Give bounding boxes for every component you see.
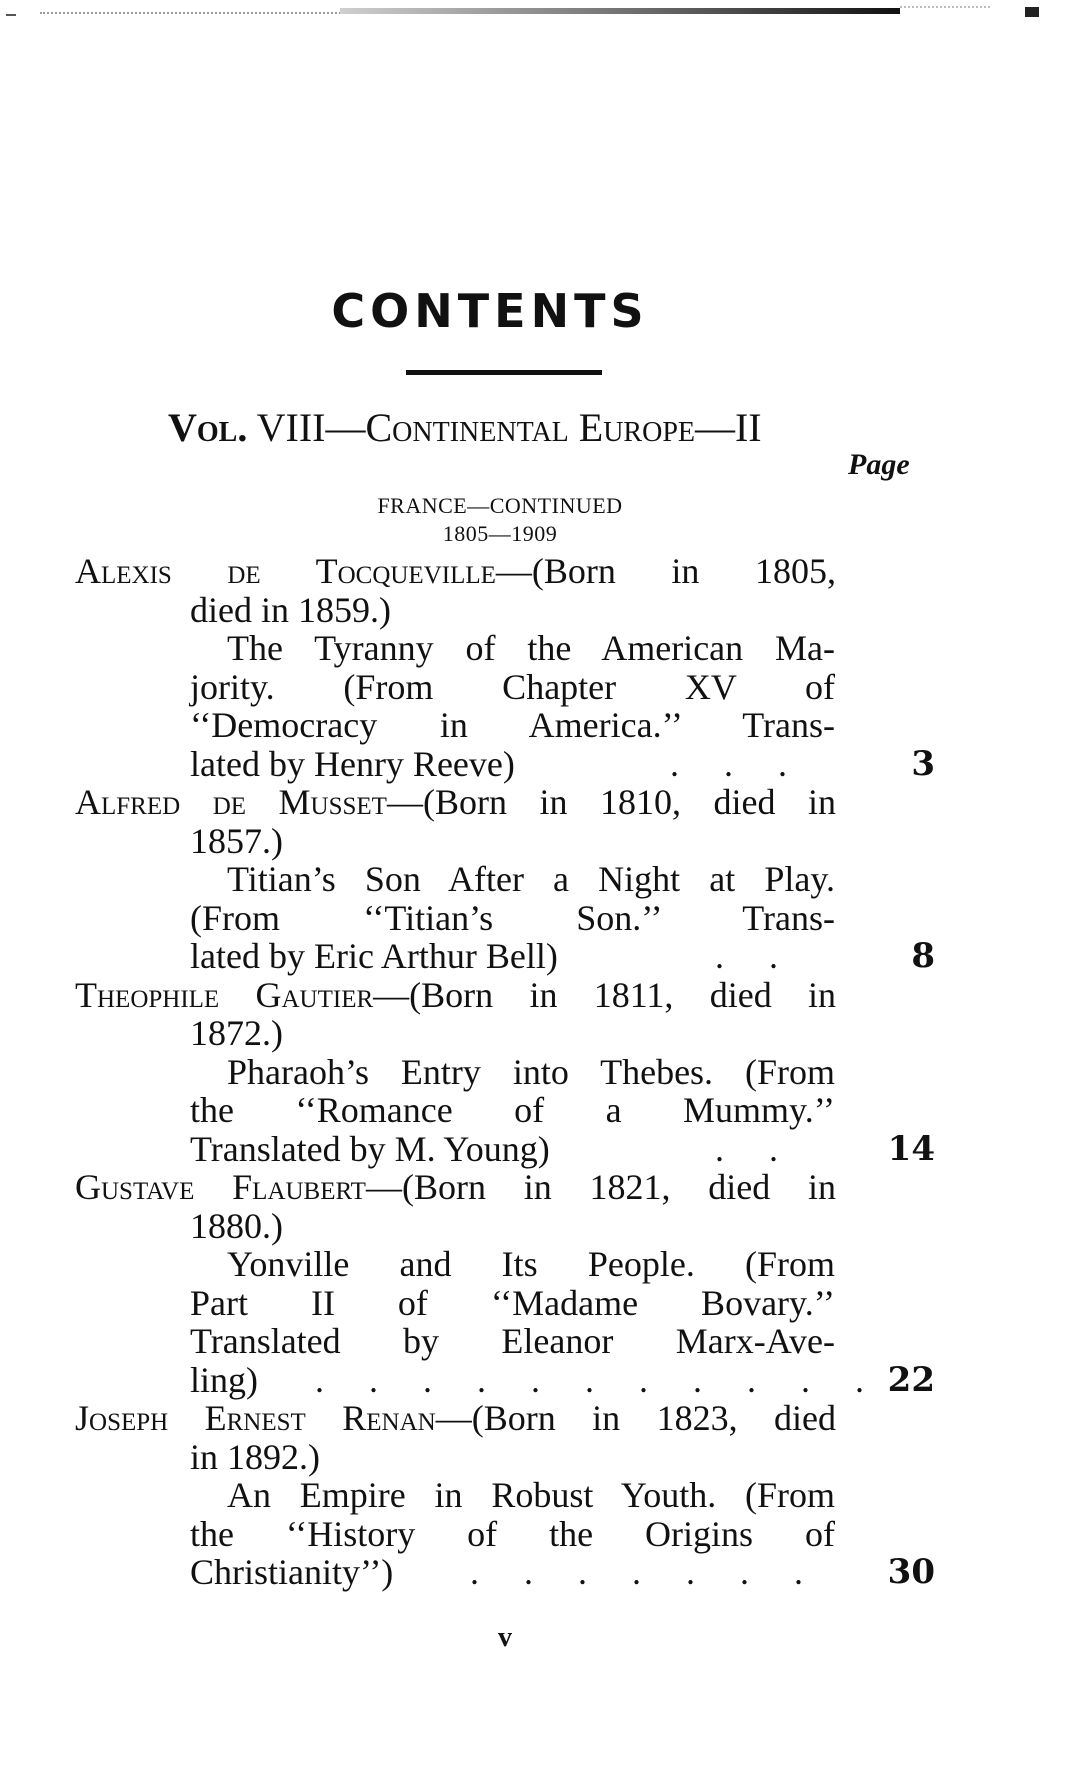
author-name: Gustave Flaubert — [75, 1167, 366, 1207]
author-dates: —(Born in 1821, died in — [365, 1167, 836, 1207]
work-title-line: jority. (From Chapter XV of — [190, 666, 835, 707]
work-title-line: ‘‘Democracy in America.’’ Trans- — [190, 705, 835, 745]
volume-heading — [168, 404, 838, 451]
work-title-line: Titian’s Son After a Night at Play. — [227, 859, 835, 899]
page-title: CONTENTS — [331, 284, 649, 338]
work-title-line: An Empire in Robust Youth. (From — [227, 1475, 835, 1515]
work-title-line: the ‘‘History of the Origins of — [190, 1513, 835, 1554]
scan-mark — [6, 14, 16, 16]
volume-number: VIII — [256, 405, 326, 450]
dot-leaders: . . — [715, 936, 796, 976]
volume-prefix: Vol. — [168, 405, 248, 450]
list-item — [75, 783, 935, 822]
work-title-line: ling) — [190, 1359, 258, 1400]
page-number: 30 — [887, 1552, 935, 1592]
work-title-line: Part II of ‘‘Madame Bovary.’’ — [190, 1282, 835, 1323]
section-years: 1805—1909 — [442, 521, 558, 546]
author-dates-cont: in 1892.) — [190, 1436, 320, 1477]
work-title-line: lated by Henry Reeve) — [190, 743, 515, 784]
work-title-line: Pharaoh’s Entry into Thebes. (From — [227, 1051, 835, 1092]
list-item — [75, 1399, 935, 1438]
section-country: FRANCE—CONTINUED — [377, 493, 623, 518]
author-dates-cont: 1880.) — [190, 1205, 283, 1246]
dot-leaders: . . — [715, 1128, 796, 1169]
work-title-line: the ‘‘Romance of a Mummy.’’ — [190, 1090, 835, 1130]
author-dates-cont: 1872.) — [190, 1013, 283, 1053]
page-scan-edge — [40, 4, 980, 24]
page-number: 22 — [887, 1359, 935, 1400]
dot-leaders: . . . — [670, 743, 805, 784]
author-dates: —(Born in 1811, died in — [373, 974, 837, 1015]
list-item — [75, 552, 935, 591]
page-column-label: Page — [848, 448, 910, 481]
author-name: Alexis de Tocqueville — [75, 551, 496, 591]
author-name: Joseph Ernest Renan — [75, 1398, 436, 1438]
work-title-line: Translated by M. Young) — [190, 1128, 550, 1169]
dot-leaders: . . . . . . . . . . . — [315, 1359, 882, 1400]
page-number: 14 — [887, 1128, 935, 1169]
list-item — [75, 1168, 935, 1207]
dot-leaders: . . . . . . . — [470, 1552, 821, 1592]
volume-subtitle: —Continental Europe—II — [325, 405, 762, 450]
page-folio: v — [498, 1622, 512, 1653]
section-heading — [300, 492, 700, 548]
author-name: Alfred de Musset — [75, 782, 387, 822]
author-dates: —(Born in 1810, died in — [386, 782, 836, 822]
author-name: Theophile Gautier — [75, 974, 374, 1015]
work-title-line: (From ‘‘Titian’s Son.’’ Trans- — [190, 897, 835, 938]
author-dates-cont: 1857.) — [190, 820, 283, 861]
author-dates: —(Born in 1805, — [495, 551, 836, 591]
page-number: 8 — [911, 936, 935, 976]
author-dates-cont: died in 1859.) — [190, 589, 391, 630]
work-title-line: lated by Eric Arthur Bell) — [190, 936, 558, 976]
list-item — [75, 976, 935, 1015]
author-dates: —(Born in 1823, died — [435, 1398, 836, 1438]
work-title-line: Translated by Eleanor Marx-Ave- — [190, 1321, 835, 1361]
contents-list — [75, 552, 935, 1592]
page-number: 3 — [911, 743, 935, 784]
work-title-line: Christianity’’) — [190, 1552, 394, 1592]
work-title-line: The Tyranny of the American Ma- — [227, 628, 835, 668]
title-rule — [406, 370, 602, 375]
work-title-line: Yonville and Its People. (From — [227, 1244, 835, 1284]
